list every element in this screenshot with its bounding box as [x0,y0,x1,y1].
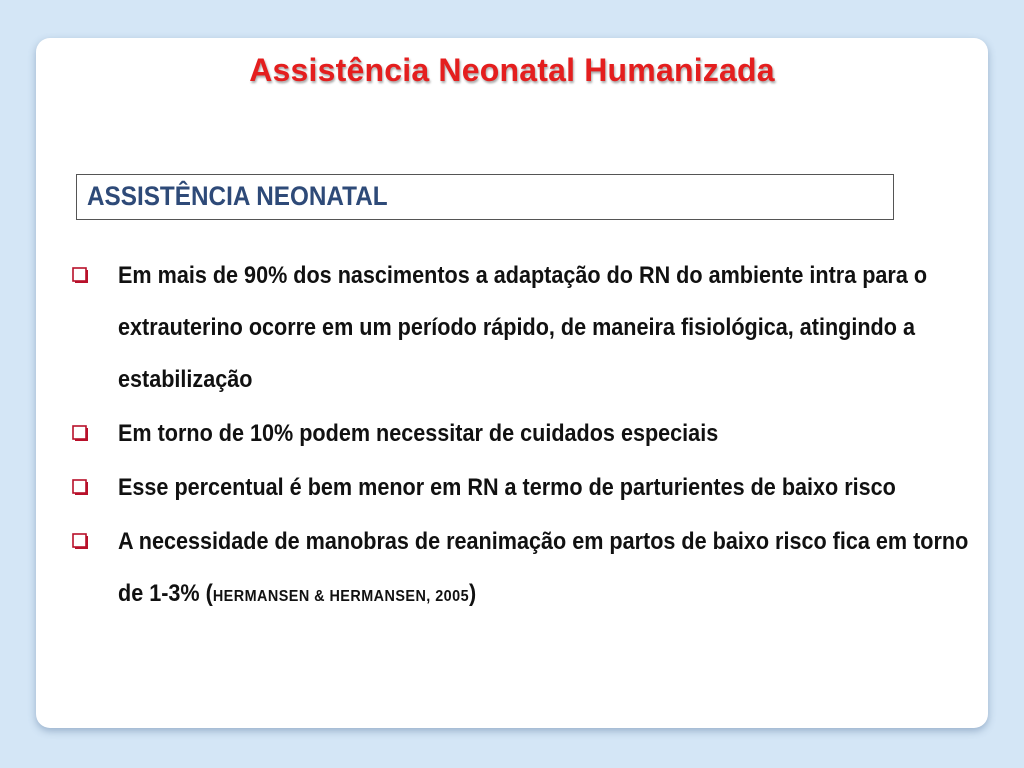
slide-title: Assistência Neonatal Humanizada [249,52,775,88]
checkbox-square-icon [72,267,88,283]
bullet-item-3 [70,462,970,514]
bullet-text: Em mais de 90% dos nascimentos a adaptação do RN do ambiente intra para o extrauterino ocorre em um período rápido, de maneira fisiológica, atingindo a estabilização [118,262,928,393]
checkbox-square-icon [72,479,88,495]
section-heading: ASSISTÊNCIA NEONATAL [87,181,388,211]
bullet-item-1 [70,250,970,406]
citation-close: ) [469,580,477,607]
bullet-text: Esse percentual é bem menor em RN a termo de parturientes de baixo risco [118,474,896,501]
section-heading-box [76,174,894,220]
bullet-text-with-citation [118,516,969,623]
bullet-list [70,250,970,625]
checkbox-square-icon [72,425,88,441]
citation: HERMANSEN & HERMANSEN, 2005 [212,588,470,605]
bullet-text: Em torno de 10% podem necessitar de cuidados especiais [118,420,719,447]
bullet-item-4 [70,516,970,623]
bullet-text: A necessidade de manobras de reanimação em partos de baixo risco fica em torno de 1-3% ( [118,528,969,607]
checkbox-square-icon [72,533,88,549]
bullet-item-2 [70,408,970,460]
